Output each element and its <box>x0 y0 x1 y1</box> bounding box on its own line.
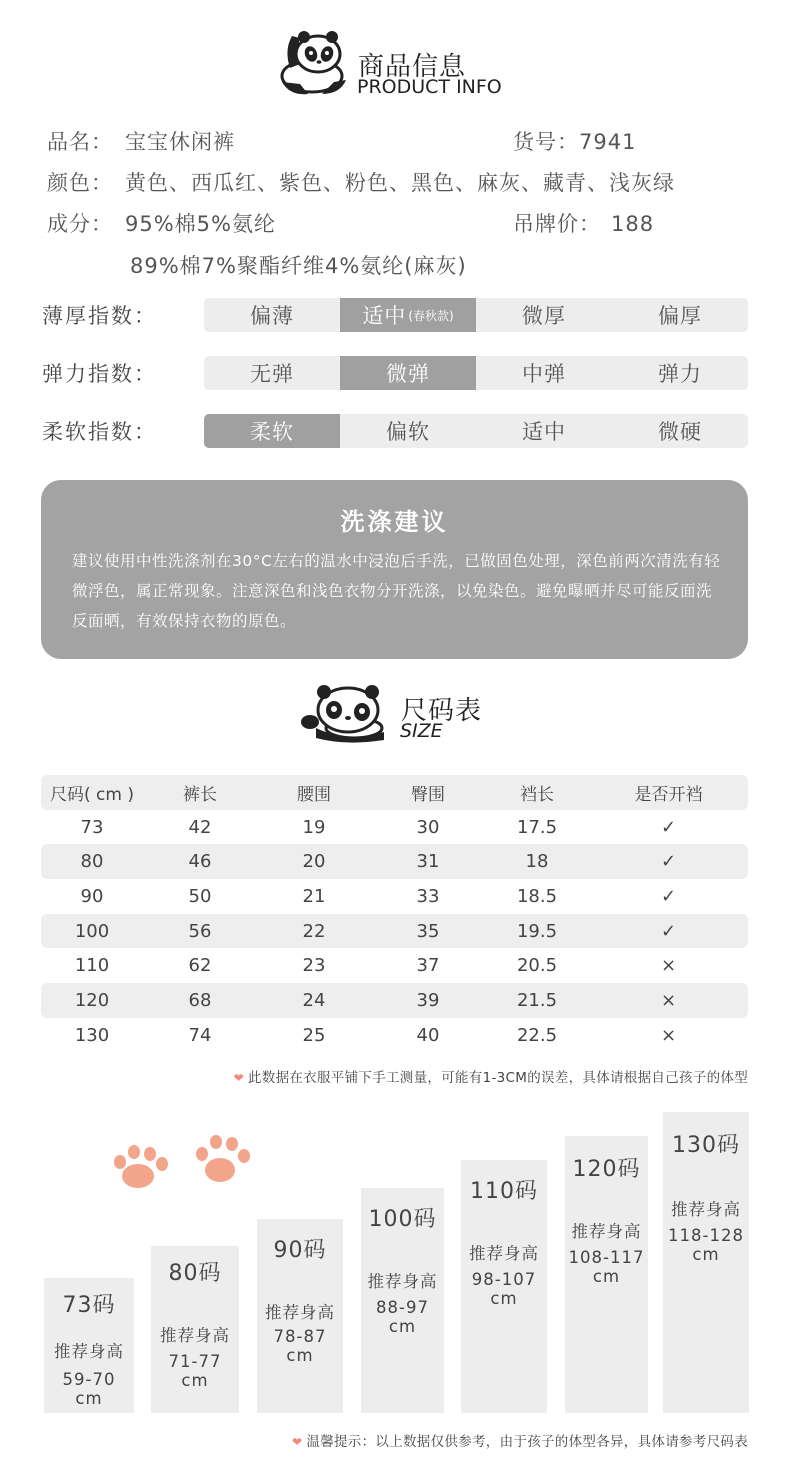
thickness-index-label: 薄厚指数： <box>42 304 157 328</box>
table-cell: 46 <box>188 851 212 873</box>
info-color-value: 黄色、西瓜红、紫色、粉色、黑色、麻灰、藏青、浅灰绿 <box>125 171 675 195</box>
thickness-option: 偏薄 <box>250 304 294 328</box>
height-bar-unit: cm <box>692 1245 720 1264</box>
table-cell: 120 <box>74 989 110 1011</box>
height-bar-label: 推荐身高 <box>571 1222 642 1241</box>
height-bar-label: 推荐身高 <box>265 1303 335 1322</box>
height-bar-label: 推荐身高 <box>54 1342 124 1361</box>
height-bar-range: 98-107 <box>471 1270 537 1289</box>
height-bar-size: 120码 <box>572 1157 641 1182</box>
table-cell: 100 <box>74 920 110 942</box>
info-sku <box>513 126 636 156</box>
table-cell: 21 <box>302 885 326 907</box>
section-title-en: SIZE <box>400 720 443 742</box>
table-cell: 22.5 <box>516 1024 558 1046</box>
height-bar-label: 推荐身高 <box>671 1200 741 1219</box>
height-bar-range: 78-87 <box>273 1327 327 1346</box>
height-bar-100 <box>361 1188 444 1413</box>
table-cell: 50 <box>188 885 212 907</box>
table-cell: 62 <box>188 955 212 977</box>
panda-icon <box>270 24 354 98</box>
height-bar-label: 推荐身高 <box>160 1326 230 1345</box>
softness-option: 微硬 <box>658 420 702 444</box>
height-bar-size: 73码 <box>62 1293 116 1318</box>
height-bar-range: 71-77 <box>168 1352 222 1371</box>
check-icon: ✓ <box>660 920 677 942</box>
heart-icon: ❤ <box>233 1071 244 1085</box>
height-bar-unit: cm <box>181 1371 209 1390</box>
info-price <box>513 208 654 238</box>
elasticity-index-label: 弹力指数： <box>42 362 157 386</box>
table-cell: 18 <box>525 851 549 873</box>
height-bar-90 <box>257 1219 343 1413</box>
bottom-note <box>292 1430 748 1450</box>
table-cell: 23 <box>302 955 326 977</box>
bottom-note-text: 温馨提示：以上数据仅供参考，由于孩子的体型各异，具体请参考尺码表 <box>306 1434 748 1450</box>
table-header: 裆长 <box>520 784 554 805</box>
table-row <box>41 879 748 914</box>
table-cell: 19 <box>302 816 326 838</box>
info-price-value: 188 <box>611 212 655 236</box>
table-cell: 74 <box>188 1024 212 1046</box>
height-bar-size: 110码 <box>470 1179 538 1204</box>
table-header: 是否开裆 <box>634 784 703 805</box>
table-row <box>41 983 748 1018</box>
table-header: 裤长 <box>183 784 217 805</box>
table-cell: 24 <box>302 989 326 1011</box>
height-bar-unit: cm <box>490 1289 518 1308</box>
height-bar-label: 推荐身高 <box>367 1272 438 1291</box>
check-icon: ✓ <box>660 816 677 838</box>
table-cell: 39 <box>416 989 440 1011</box>
table-cell: 18.5 <box>516 885 558 907</box>
table-cell: 56 <box>188 920 212 942</box>
height-bar-80 <box>151 1246 239 1413</box>
table-cell: 68 <box>188 989 212 1011</box>
softness-index-label: 柔软指数： <box>42 420 157 444</box>
info-material-value: 95%棉5%氨纶 <box>125 212 276 236</box>
thickness-index-bar <box>204 298 748 332</box>
table-row <box>41 810 748 845</box>
elasticity-option: 无弹 <box>250 362 294 386</box>
thickness-option: 微厚 <box>522 304 566 328</box>
heart-icon: ❤ <box>292 1435 303 1449</box>
table-row <box>41 914 748 949</box>
elasticity-option-selected: 微弹 <box>340 356 476 390</box>
check-icon: ✓ <box>660 851 677 873</box>
section-title-cn: 尺码表 <box>401 696 483 726</box>
cross-icon: × <box>660 955 677 977</box>
cross-icon: × <box>660 1024 677 1046</box>
height-bar-120 <box>565 1136 648 1413</box>
size-table <box>41 775 748 1053</box>
cross-icon: × <box>660 989 677 1011</box>
height-bar-unit: cm <box>286 1346 314 1365</box>
height-bar-73 <box>44 1278 134 1413</box>
info-name <box>47 126 235 156</box>
height-bar-size: 80码 <box>168 1261 222 1286</box>
height-bar-range: 118-128 <box>668 1226 744 1245</box>
info-price-label: 吊牌价： <box>513 212 601 236</box>
size-header <box>0 680 790 760</box>
table-header: 尺码( cm ) <box>50 784 134 805</box>
measure-note-text: 此数据在衣服平铺下手工测量，可能有1-3CM的误差，具体请根据自己孩子的体型 <box>247 1070 748 1086</box>
elasticity-option: 中弹 <box>522 362 566 386</box>
table-cell: 30 <box>416 816 440 838</box>
height-bar-range: 59-70 <box>62 1370 116 1389</box>
paw-print-icon <box>108 1132 254 1198</box>
height-bar-size: 100码 <box>368 1207 437 1232</box>
measure-note <box>234 1066 748 1086</box>
height-bar-range: 108-117 <box>568 1248 645 1267</box>
elasticity-option: 弹力 <box>658 362 702 386</box>
softness-option-selected: 柔软 <box>204 414 340 448</box>
table-row <box>41 844 748 879</box>
thickness-option-selected <box>340 298 476 332</box>
check-icon: ✓ <box>660 885 677 907</box>
height-bar-unit: cm <box>388 1317 417 1336</box>
table-cell: 20 <box>302 851 326 873</box>
table-cell: 22 <box>302 920 326 942</box>
height-bar-unit: cm <box>75 1389 103 1408</box>
table-header: 腰围 <box>297 784 331 805</box>
info-sku-label: 货号： <box>513 130 579 154</box>
info-material <box>47 208 276 238</box>
season-note: (春秋款) <box>408 308 454 323</box>
height-bar-range: 88-97 <box>376 1298 429 1317</box>
product-info-header <box>0 22 790 102</box>
table-cell: 90 <box>80 885 104 907</box>
table-row <box>41 948 748 983</box>
table-cell: 130 <box>74 1024 110 1046</box>
table-cell: 80 <box>80 851 104 873</box>
table-header: 臀围 <box>411 784 445 805</box>
table-cell: 21.5 <box>516 989 558 1011</box>
height-bar-label: 推荐身高 <box>469 1244 539 1263</box>
elasticity-index-bar <box>204 356 748 390</box>
info-name-value: 宝宝休闲裤 <box>125 130 235 154</box>
thickness-option: 偏厚 <box>658 304 702 328</box>
info-material-2: 89%棉7%聚酯纤维4%氨纶(麻灰) <box>130 254 467 278</box>
wash-advice-text: 建议使用中性洗涤剂在30°C左右的温水中浸泡后手洗，已做固色处理，深色前两次清洗有轻微浮色，属正常现象。注意深色和浅色衣物分开洗涤，以免染色。避免曝晒并尽可能反面洗反面晒，有效保持衣物的原色。 <box>72 552 721 630</box>
info-material-label: 成分： <box>47 212 113 236</box>
table-cell: 42 <box>188 816 212 838</box>
table-cell: 73 <box>80 816 104 838</box>
table-cell: 40 <box>416 1024 440 1046</box>
table-cell: 37 <box>416 955 440 977</box>
table-cell: 25 <box>302 1024 326 1046</box>
info-sku-value: 7941 <box>579 130 637 154</box>
height-bar-size: 90码 <box>273 1238 327 1263</box>
softness-option: 偏软 <box>386 420 430 444</box>
table-header-row <box>41 775 748 810</box>
wash-advice-title: 洗涤建议 <box>340 508 449 536</box>
section-title-cn: 商品信息 <box>358 52 467 82</box>
height-bar-110 <box>461 1160 547 1413</box>
table-cell: 19.5 <box>516 920 558 942</box>
table-cell: 33 <box>416 885 440 907</box>
info-name-label: 品名： <box>47 130 113 154</box>
table-cell: 35 <box>416 920 440 942</box>
table-cell: 17.5 <box>516 816 558 838</box>
section-title-en: PRODUCT INFO <box>357 76 502 98</box>
softness-index-bar <box>204 414 748 448</box>
info-color-label: 颜色： <box>47 171 113 195</box>
table-row <box>41 1018 748 1053</box>
table-cell: 31 <box>416 851 440 873</box>
wash-advice-box <box>41 480 748 659</box>
height-bar-size: 130码 <box>672 1133 740 1158</box>
info-color <box>47 167 675 197</box>
thickness-option-selected-label: 适中 <box>362 304 407 328</box>
panda-icon <box>296 680 392 744</box>
height-bar-unit: cm <box>592 1267 621 1286</box>
table-cell: 20.5 <box>516 955 558 977</box>
height-bar-130 <box>663 1112 749 1413</box>
softness-option: 适中 <box>522 420 566 444</box>
table-cell: 110 <box>74 955 110 977</box>
